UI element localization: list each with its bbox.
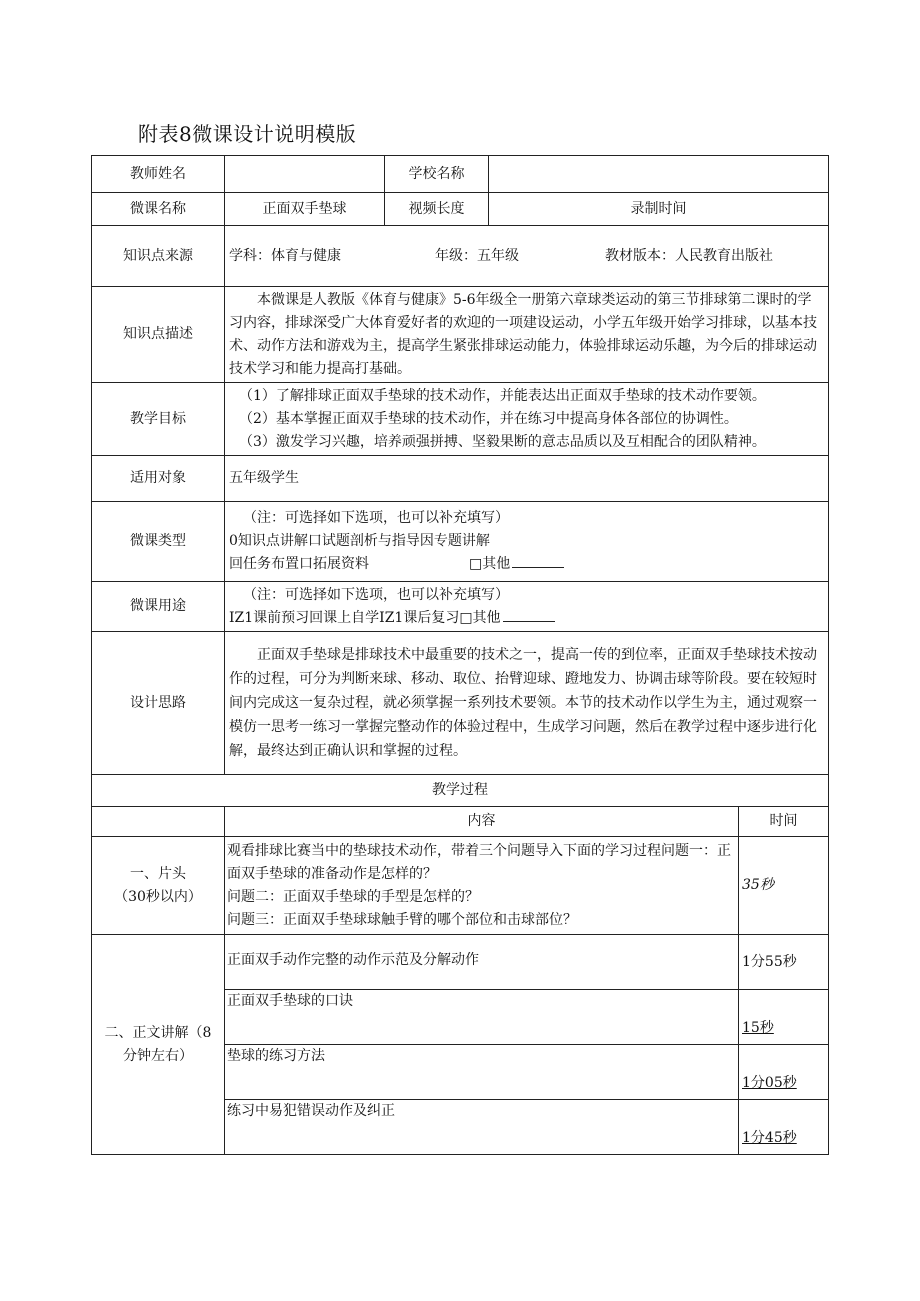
process-col-time: 时间	[739, 807, 829, 837]
goal-item: （1）了解排球正面双手垫球的技术动作，并能表达出正面双手垫球的技术动作要领。	[239, 387, 766, 404]
course-type-other[interactable]: □其他	[469, 553, 564, 576]
record-time-label: 录制时间	[489, 193, 829, 226]
audience-label: 适用对象	[92, 456, 225, 502]
section1-content	[225, 837, 739, 935]
teaching-goals-list	[225, 383, 829, 456]
knowledge-desc-text: 本微课是人教版《体育与健康》5-6年级全一册第六章球类运动的第三节排球第二课时的学习内容，排球深受广大体育爱好者的欢迎的一项建设运动，小学五年级开始学习排球，以基本技术、动作方法和游戏为主，提高学生紧张排球运动能力，体验排球运动乐趣，为今后的排球运动技术学习和能力提高打基础。	[225, 287, 829, 383]
design-table	[91, 155, 829, 1155]
school-name-label: 学校名称	[385, 156, 489, 193]
other-blank	[503, 607, 555, 622]
process-header: 教学过程	[92, 775, 829, 807]
edition-text: 教材版本：人民教育出版社	[605, 247, 773, 264]
design-idea-label: 设计思路	[92, 632, 225, 775]
section2-item-content: 正面双手动作完整的动作示范及分解动作	[225, 935, 739, 990]
course-use-label: 微课用途	[92, 582, 225, 632]
goal-item: （3）激发学习兴趣，培养顽强拼搏、坚毅果断的意志品质以及互相配合的团队精神。	[239, 433, 766, 450]
course-type-label: 微课类型	[92, 502, 225, 582]
section2-item-time: 1分55秒	[739, 935, 829, 990]
course-use-options	[225, 582, 829, 632]
course-type-line2[interactable]: 回任务布置口拓展资料	[229, 556, 369, 572]
section1-line: 问题三：正面双手垫球球触手臂的哪个部位和击球部位？	[227, 911, 577, 928]
knowledge-source-label: 知识点来源	[92, 226, 225, 287]
section1-label: 一、片头 （30秒以内）	[92, 837, 225, 935]
course-name-label: 微课名称	[92, 193, 225, 226]
teaching-goals-label: 教学目标	[92, 383, 225, 456]
process-col-content: 内容	[225, 807, 739, 837]
school-name-value[interactable]	[489, 156, 829, 193]
course-type-line1[interactable]: 0知识点讲解口试题剖析与指导因专题讲解	[229, 533, 490, 549]
page-title: 附表8微课设计说明模版	[138, 122, 357, 146]
section2-item-content: 垫球的练习方法	[225, 1045, 739, 1100]
section2-item-time: 1分05秒	[739, 1045, 829, 1100]
other-blank	[512, 553, 564, 568]
grade-text: 年级：五年级	[435, 247, 519, 264]
course-use-line[interactable]: IZ1课前预习回课上自学IZ1课后复习□其他	[229, 607, 824, 630]
knowledge-source-value	[225, 226, 829, 287]
audience-value: 五年级学生	[225, 456, 829, 502]
subject-text: 学科：体育与健康	[229, 247, 341, 264]
course-name-value: 正面双手垫球	[225, 193, 385, 226]
course-use-note: （注：可选择如下选项，也可以补充填写）	[243, 586, 509, 603]
section1-line: 观看排球比赛当中的垫球技术动作，带着三个问题导入下面的学习过程问题一：正面双手垫球的准备动作是怎样的？	[227, 842, 731, 882]
knowledge-desc-label: 知识点描述	[92, 287, 225, 383]
video-length-label: 视频长度	[385, 193, 489, 226]
section2-label: 二、正文讲解（8分钟左右）	[92, 935, 225, 1155]
section2-item-time: 1分45秒	[739, 1100, 829, 1155]
process-col-blank	[92, 807, 225, 837]
section2-item-time: 15秒	[739, 990, 829, 1045]
design-idea-text: 正面双手垫球是排球技术中最重要的技术之一，提高一传的到位率，正面双手垫球技术按动作的过程，可分为判断来球、移动、取位、抬臂迎球、蹬地发力、协调击球等阶段。要在较短时间内完成这一复杂过程，就必须掌握一系列技术要领。本节的技术动作以学生为主，通过观察一模仿一思考一练习一掌握完整动作的体验过程中，生成学习问题，然后在教学过程中逐步进行化解，最终达到正确认识和掌握的过程。	[225, 632, 829, 775]
section1-line: 问题二：正面双手垫球的手型是怎样的？	[227, 888, 479, 905]
teacher-name-label: 教师姓名	[92, 156, 225, 193]
section1-time: 35秒	[739, 837, 829, 935]
course-type-note: （注：可选择如下选项，也可以补充填写）	[243, 510, 509, 526]
goal-item: （2）基本掌握正面双手垫球的技术动作，并在练习中提高身体各部位的协调性。	[239, 410, 738, 427]
section2-item-content: 练习中易犯错误动作及纠正	[225, 1100, 739, 1155]
section2-item-content: 正面双手垫球的口诀	[225, 990, 739, 1045]
course-type-options	[225, 502, 829, 582]
teacher-name-value[interactable]	[225, 156, 385, 193]
